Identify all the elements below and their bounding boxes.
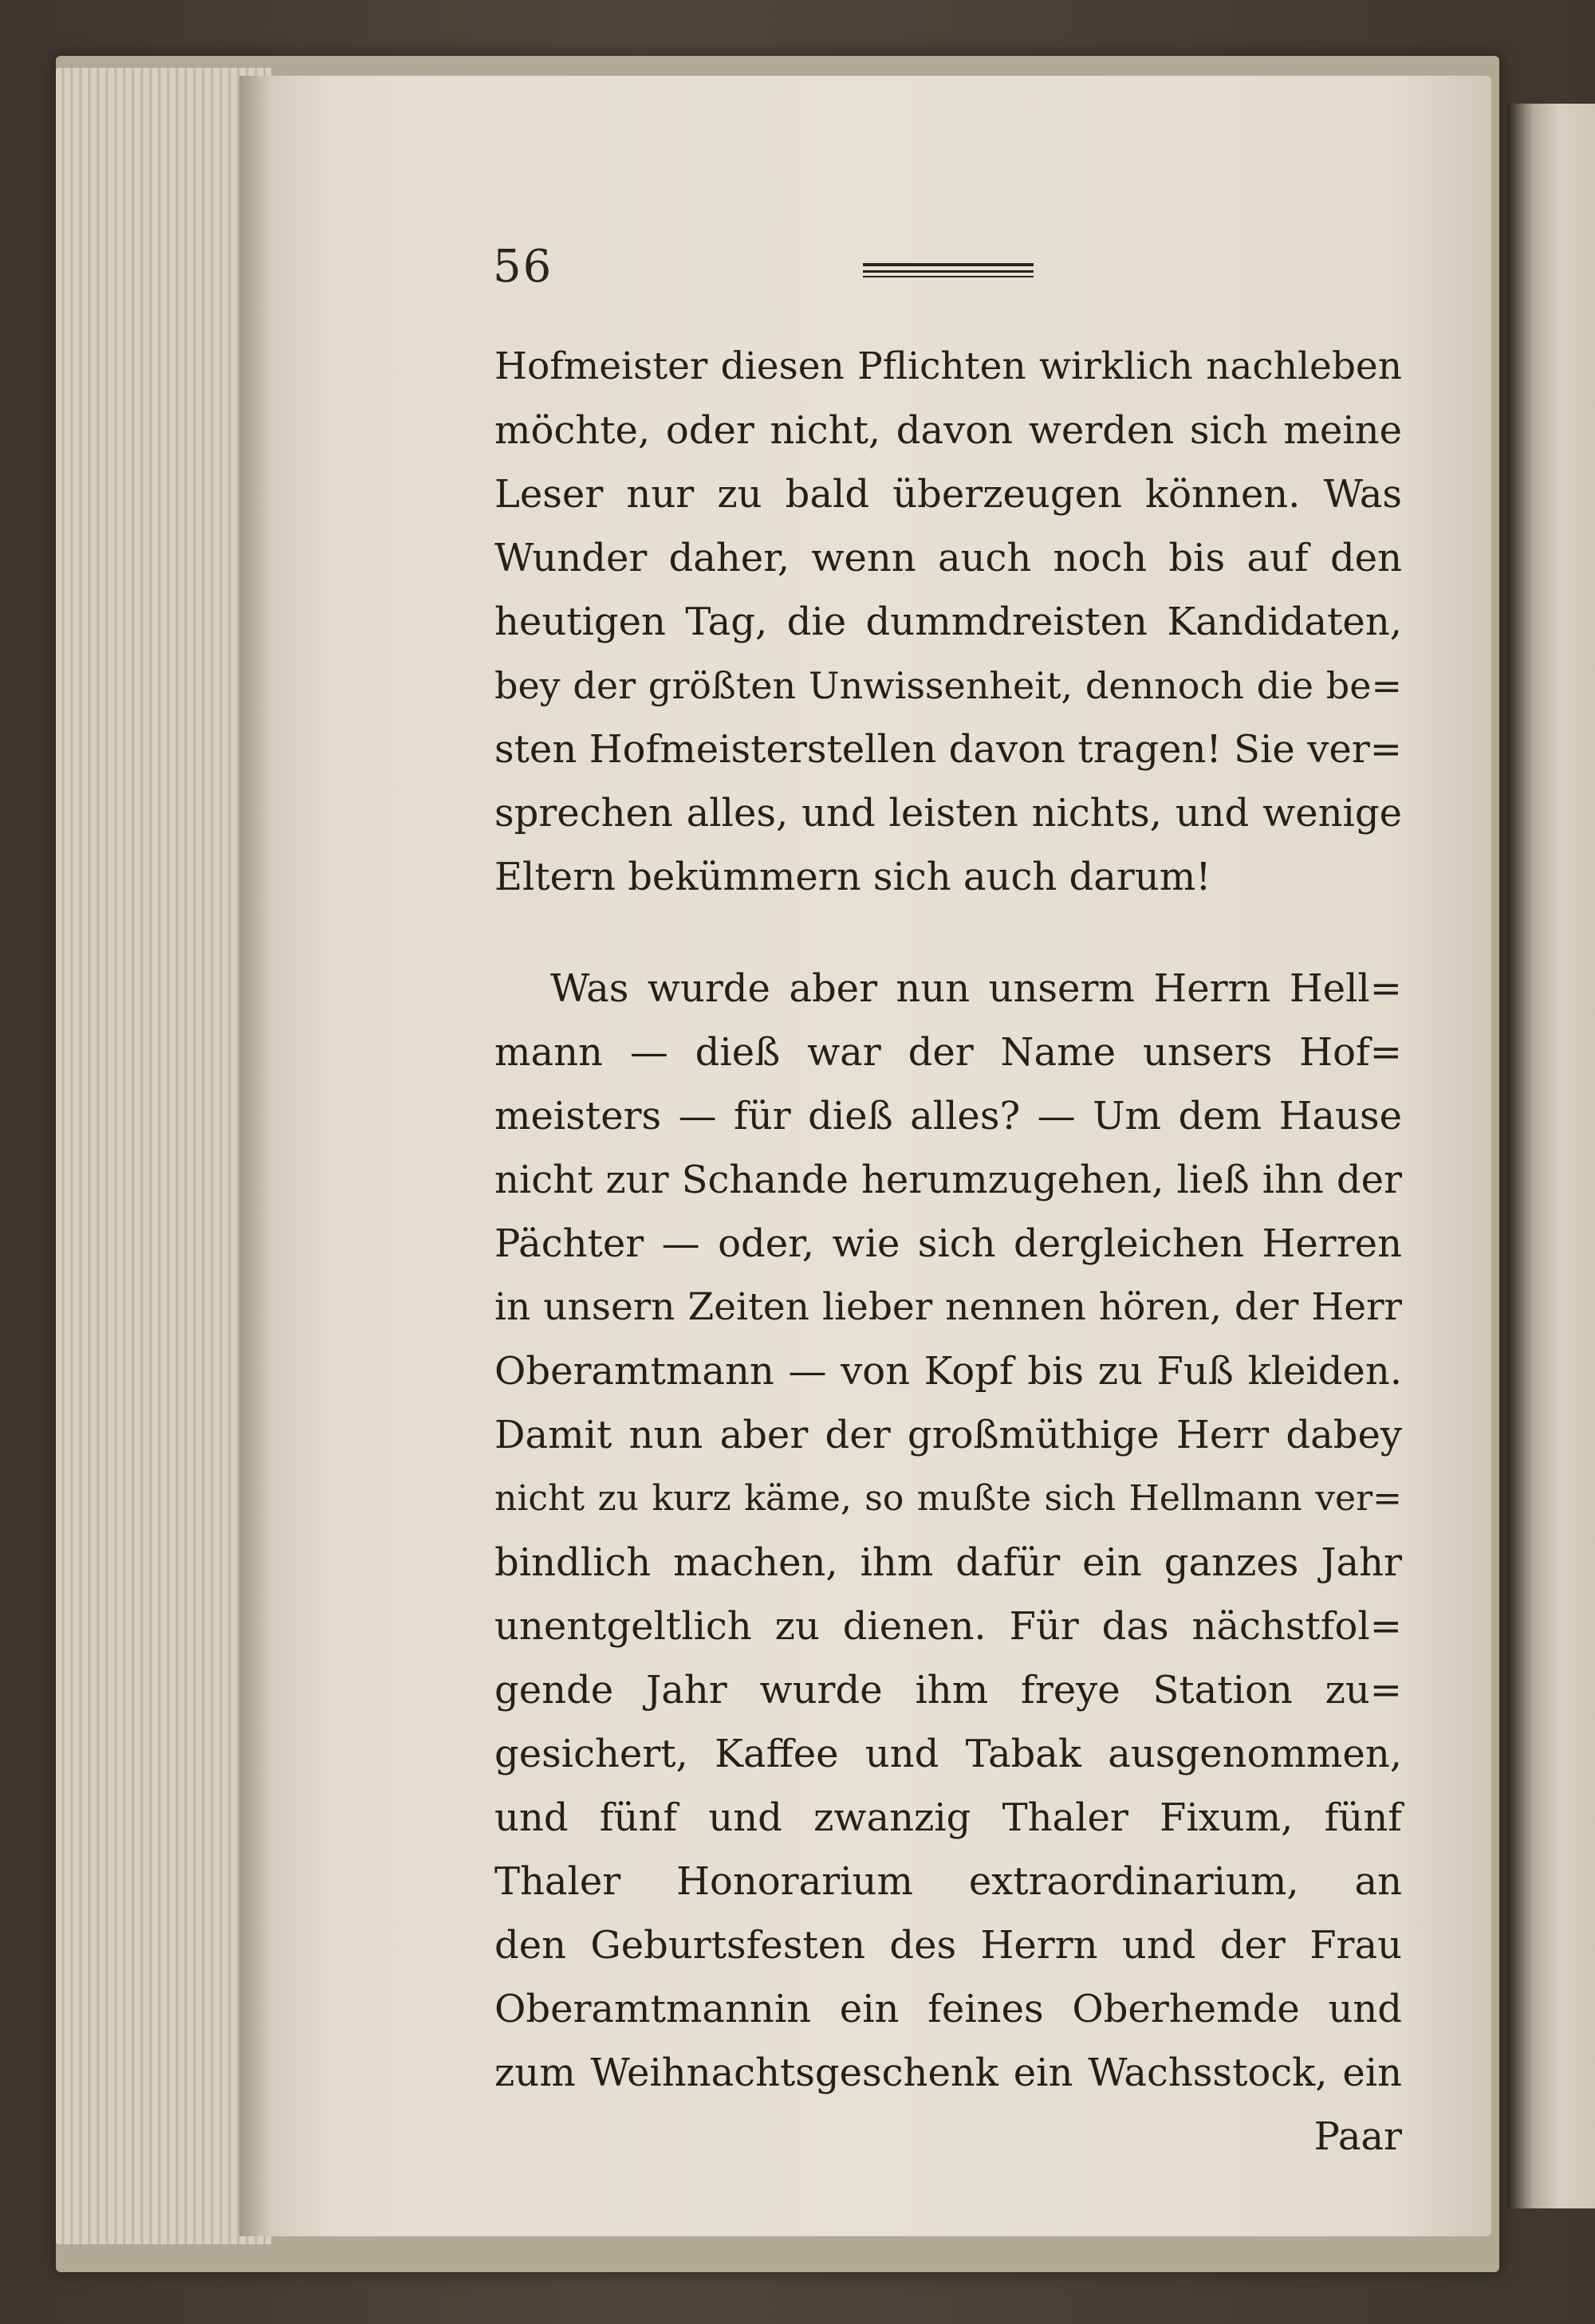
text-line: nicht zur Schande herumzugehen, ließ ihn der xyxy=(494,1158,1402,1202)
catchword: Paar xyxy=(1313,2114,1402,2159)
header-rule xyxy=(863,263,1034,281)
text-line: Was wurde aber nun unserm Herrn Hell= xyxy=(550,966,1402,1011)
text-line: Damit nun aber der großmüthige Herr dabey xyxy=(494,1413,1402,1457)
facing-page-edge xyxy=(1507,104,1595,2208)
text-line: meisters — für dieß alles? — Um dem Hause xyxy=(494,1094,1402,1138)
text-line: sten Hofmeisterstellen davon tragen! Sie ver= xyxy=(494,727,1402,772)
text-line: Oberamtmannin ein feines Oberhemde und xyxy=(494,1987,1402,2031)
text-line: nicht zu kurz käme, so mußte sich Hellmann ver= xyxy=(494,1478,1402,1519)
page-number: 56 xyxy=(493,241,553,293)
text-line: mann — dieß war der Name unsers Hof= xyxy=(494,1030,1402,1075)
paragraph-2 xyxy=(494,957,1402,2169)
text-line: gende Jahr wurde ihm freye Station zu= xyxy=(494,1668,1402,1713)
text-line: in unsern Zeiten lieber nennen hören, der Herr xyxy=(494,1285,1402,1329)
text-line: unentgeltlich zu dienen. Für das nächstfol= xyxy=(494,1604,1402,1649)
text-line: zum Weihnachtsgeschenk ein Wachsstock, ein xyxy=(494,2051,1402,2095)
text-line: den Geburtsfesten des Herrn und der Frau xyxy=(494,1923,1402,1968)
paragraph-1 xyxy=(494,335,1402,909)
text-line: gesichert, Kaffee und Tabak ausgenommen, xyxy=(494,1732,1402,1776)
text-line: heutigen Tag, die dummdreisten Kandidaten, xyxy=(494,600,1402,644)
page-gutter-shadow xyxy=(239,76,271,2236)
text-line: möchte, oder nicht, davon werden sich meine xyxy=(494,408,1402,453)
text-line: sprechen alles, und leisten nichts, und wenige xyxy=(494,791,1402,836)
text-line: Eltern bekümmern sich auch darum! xyxy=(494,855,1211,899)
text-line: bindlich machen, ihm dafür ein ganzes Jahr xyxy=(494,1540,1402,1585)
text-line: bey der größten Unwissenheit, dennoch die be= xyxy=(494,664,1402,707)
text-line: Leser nur zu bald überzeugen können. Was xyxy=(494,472,1402,517)
text-line: Oberamtmann — von Kopf bis zu Fuß kleiden. xyxy=(494,1349,1402,1394)
text-line: und fünf und zwanzig Thaler Fixum, fünf xyxy=(494,1795,1402,1840)
text-line: Thaler Honorarium extraordinarium, an xyxy=(494,1859,1402,1904)
text-line: Wunder daher, wenn auch noch bis auf den xyxy=(494,536,1402,580)
body-text xyxy=(494,335,1402,2169)
text-line: Pächter — oder, wie sich dergleichen Herren xyxy=(494,1221,1402,1266)
text-line: Hofmeister diesen Pflichten wirklich nachleben xyxy=(494,344,1402,388)
